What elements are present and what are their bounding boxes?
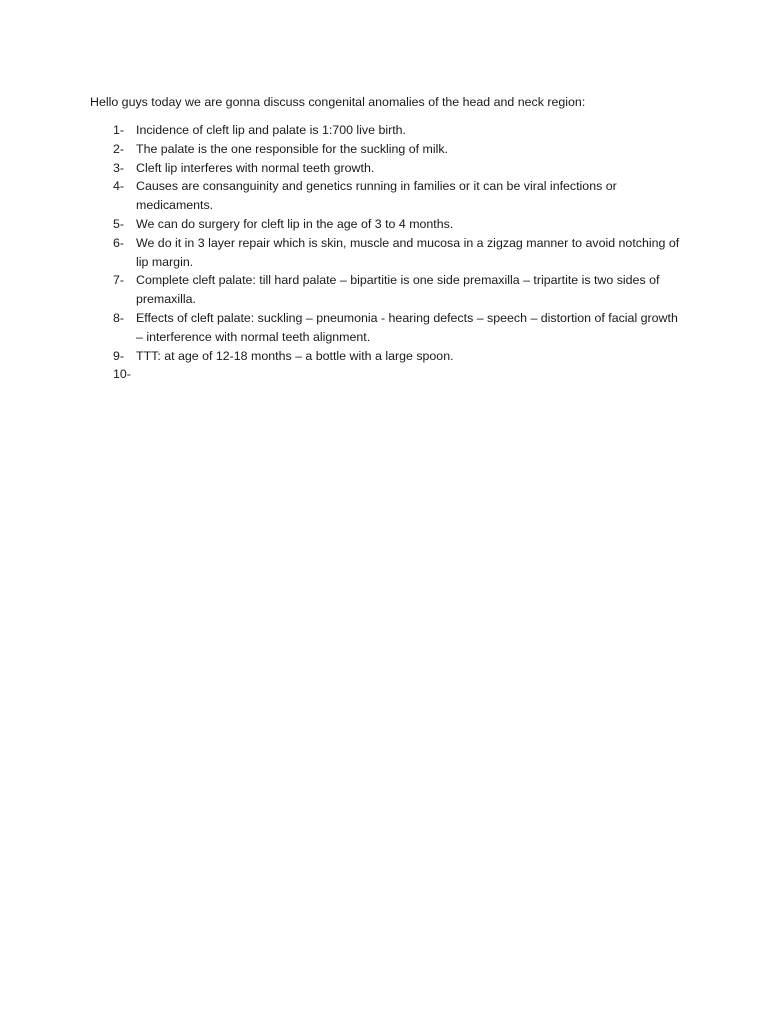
list-item bbox=[113, 121, 683, 140]
list-item-number: 7- bbox=[113, 273, 125, 288]
list-item-number: 5- bbox=[113, 216, 125, 231]
list-item-number: 6- bbox=[113, 235, 125, 250]
list-item-number: 10- bbox=[113, 367, 131, 382]
intro-paragraph: Hello guys today we are gonna discuss congenital anomalies of the head and neck region: bbox=[90, 95, 586, 109]
list-item-number: 1- bbox=[113, 123, 125, 137]
list-item-text: TTT: at age of 12-18 months – a bottle with a large spoon. bbox=[136, 348, 454, 363]
list-item bbox=[113, 365, 683, 384]
list-item-number: 4- bbox=[113, 179, 125, 194]
list-item bbox=[113, 140, 683, 159]
list-item-text: The palate is the one responsible for the suckling of milk. bbox=[136, 141, 448, 156]
list-item bbox=[113, 159, 683, 178]
list-item-number: 3- bbox=[113, 160, 125, 175]
list-item bbox=[113, 347, 683, 366]
list-item bbox=[113, 271, 683, 309]
list-item-text: Complete cleft palate: till hard palate – bipartitie is one side premaxilla – tripartite is two sides of premaxilla. bbox=[136, 273, 660, 307]
list-item bbox=[113, 309, 683, 347]
list-item-text: Incidence of cleft lip and palate is 1:700 live birth. bbox=[136, 123, 407, 137]
list-item-number: 8- bbox=[113, 310, 125, 325]
list-item-number: 2- bbox=[113, 141, 125, 156]
list-item-text bbox=[136, 365, 683, 384]
numbered-list bbox=[113, 121, 683, 384]
list-item-number: 9- bbox=[113, 348, 125, 363]
list-item-text: We can do surgery for cleft lip in the age of 3 to 4 months. bbox=[136, 216, 454, 231]
list-item bbox=[113, 234, 683, 272]
list-item-text: Effects of cleft palate: suckling – pneumonia - hearing defects – speech – distortion of facial growth – interference with normal teeth alignment. bbox=[136, 310, 678, 344]
list-item-text: We do it in 3 layer repair which is skin, muscle and mucosa in a zigzag manner to avoid notching of lip margin. bbox=[136, 235, 680, 269]
list-item bbox=[113, 177, 683, 215]
list-item bbox=[113, 215, 683, 234]
list-item-text: Cleft lip interferes with normal teeth growth. bbox=[136, 160, 375, 175]
list-item-text: Causes are consanguinity and genetics running in families or it can be viral infections or medicaments. bbox=[136, 179, 617, 213]
